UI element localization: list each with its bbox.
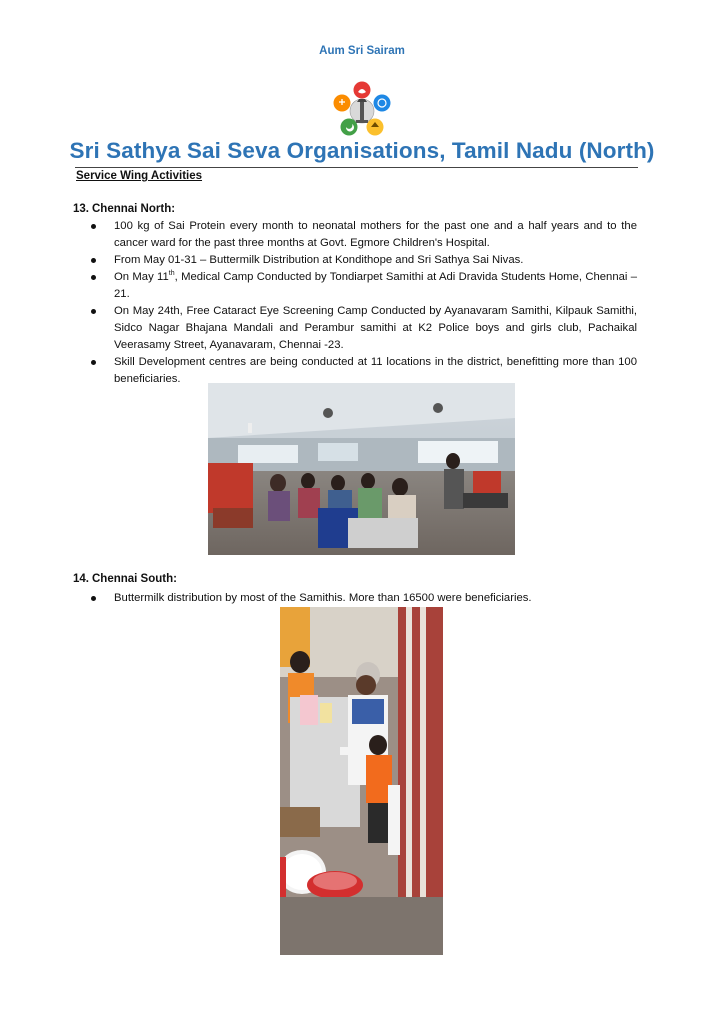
list-item-text: On May 24th, Free Cataract Eye Screening Camp Conducted by Ayanavaram Samithi, Kilpauk Samithi, Sidco Nagar Bhajana Mandali and Perambur samithi at K2 Police boys and girls club, Pachaikal Veerasamy Street, Ayanavaram, Chennai -23. [114, 305, 637, 351]
section-heading-chennai-north [73, 203, 175, 215]
sai-emblem-logo [331, 80, 393, 140]
list-item-text: Skill Development centres are being conducted at 11 locations in the district, benefitting more than 100 beneficiaries. [114, 356, 637, 385]
section-number: 13. [73, 203, 89, 215]
list-item-text-cont: , Medical Camp Conducted by Tondiarpet Samithi at Adi Dravida Students Home, Chennai – 21. [114, 271, 638, 300]
section-name: Chennai North: [92, 203, 176, 215]
bullet-icon [91, 596, 96, 601]
bullet-icon [91, 309, 96, 314]
list-item [0, 218, 637, 252]
list-item-text: On May 11 [114, 271, 169, 283]
section-number: 14. [73, 573, 89, 585]
list-item-text: Buttermilk distribution by most of the Samithis. More than 16500 were beneficiaries. [114, 592, 532, 604]
title-divider [75, 167, 638, 168]
chennai-north-list [0, 218, 724, 388]
section-heading-chennai-south [73, 573, 177, 585]
list-item [0, 252, 637, 269]
section-subtitle: Service Wing Activities [76, 170, 203, 182]
buttermilk-distribution-photo [280, 607, 443, 955]
bullet-icon [91, 275, 96, 280]
list-item-text: 100 kg of Sai Protein every month to neonatal mothers for the past one and a half years and to the cancer ward for the past three months at Govt. Egmore Children's Hospital. [114, 220, 637, 249]
page-title: Sri Sathya Sai Seva Organisations, Tamil Nadu (North) [69, 138, 655, 163]
bullet-icon [91, 224, 96, 229]
bullet-icon [91, 360, 96, 365]
chennai-south-list [0, 590, 724, 607]
superscript: th [168, 270, 175, 278]
list-item [0, 269, 637, 303]
skill-development-class-photo [208, 383, 515, 555]
invocation-text: Aum Sri Sairam [319, 45, 405, 57]
bullet-icon [91, 258, 96, 263]
list-item-text: From May 01-31 – Buttermilk Distribution at Kondithope and Sri Sathya Sai Nivas. [114, 254, 524, 266]
list-item [0, 303, 637, 354]
section-name: Chennai South: [92, 573, 177, 585]
list-item [0, 590, 637, 607]
